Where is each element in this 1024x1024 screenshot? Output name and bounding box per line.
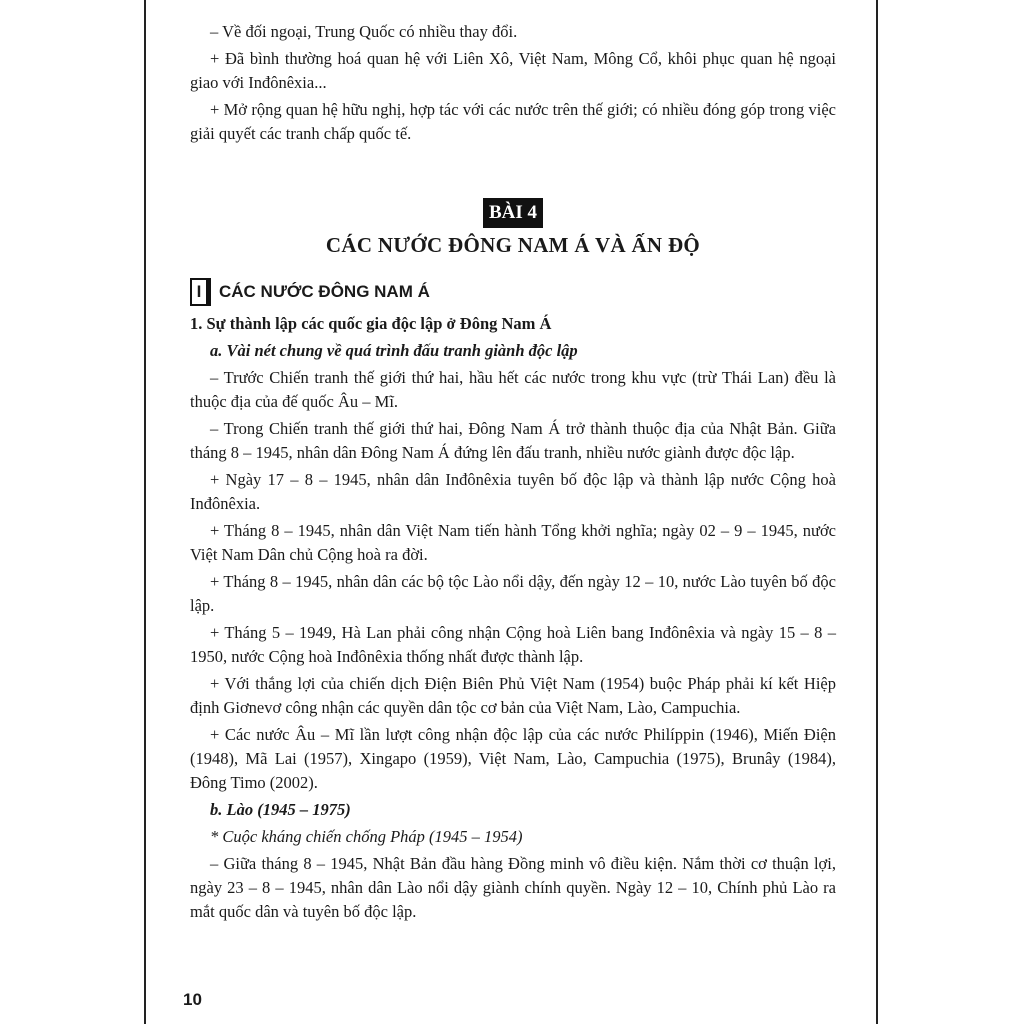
lesson-tag: BÀI 4 [483,198,543,228]
intro-paragraph: – Về đối ngoại, Trung Quốc có nhiều thay đổi. [210,22,518,41]
intro-paragraph: + Đã bình thường hoá quan hệ với Liên Xô, Việt Nam, Mông Cổ, khôi phục quan hệ ngoại giao với Inđônêxia... [190,49,836,92]
subheading-b-sub: * Cuộc kháng chiến chống Pháp (1945 – 1954) [210,827,523,846]
subheading-b: b. Lào (1945 – 1975) [210,800,351,819]
intro-paragraph: + Mở rộng quan hệ hữu nghị, hợp tác với các nước trên thế giới; có nhiều đóng góp trong việc giải quyết các tranh chấp quốc tế. [190,100,836,143]
lesson-title: CÁC NƯỚC ĐÔNG NAM Á VÀ ẤN ĐỘ [325,233,701,257]
body-paragraph: – Giữa tháng 8 – 1945, Nhật Bản đầu hàng Đồng minh vô điều kiện. Nắm thời cơ thuận lợi, ngày 23 – 8 – 1945, nhân dân Lào nổi dậy giành chính quyền. Ngày 12 – 10, Chính phủ Lào ra mắt quốc dân và tuyên bố độc lập. [190,854,836,921]
page-content [190,20,836,927]
section-heading [190,278,836,306]
section-title: CÁC NƯỚC ĐÔNG NAM Á [219,282,430,301]
body-paragraph: + Với thắng lợi của chiến dịch Điện Biên Phủ Việt Nam (1954) buộc Pháp phải kí kết Hiệp định Giơnevơ công nhận các quyền dân tộc cơ bản của Việt Nam, Lào, Campuchia. [190,674,836,717]
body-paragraph: + Tháng 8 – 1945, nhân dân các bộ tộc Lào nổi dậy, đến ngày 12 – 10, nước Lào tuyên bố độc lập. [190,572,836,615]
body-paragraph: – Trong Chiến tranh thế giới thứ hai, Đông Nam Á trở thành thuộc địa của Nhật Bản. Giữa tháng 8 – 1945, nhân dân Đông Nam Á đứng lên đấu tranh, nhiều nước giành được độc lập. [190,419,836,462]
page-number: 10 [183,990,202,1009]
lesson-header [190,198,836,228]
body-paragraph: + Ngày 17 – 8 – 1945, nhân dân Inđônêxia tuyên bố độc lập và thành lập nước Cộng hoà Inđônêxia. [190,470,836,513]
body-paragraph: + Các nước Âu – Mĩ lần lượt công nhận độc lập của các nước Philíppin (1946), Miến Điện (1948), Mã Lai (1957), Xingapo (1959), Việt Nam, Lào, Campuchia (1975), Brunây (1984), Đông Timo (2002). [190,725,836,792]
subheading-1: 1. Sự thành lập các quốc gia độc lập ở Đông Nam Á [190,314,552,333]
subheading-a: a. Vài nét chung về quá trình đấu tranh giành độc lập [210,341,578,360]
body-paragraph: + Tháng 5 – 1949, Hà Lan phải công nhận Cộng hoà Liên bang Inđônêxia và ngày 15 – 8 – 1950, nước Cộng hoà Inđônêxia thống nhất được thành lập. [190,623,836,666]
section-numeral: I [190,278,211,306]
body-paragraph: + Tháng 8 – 1945, nhân dân Việt Nam tiến hành Tổng khởi nghĩa; ngày 02 – 9 – 1945, nước Việt Nam Dân chủ Cộng hoà ra đời. [190,521,836,564]
body-paragraph: – Trước Chiến tranh thế giới thứ hai, hầu hết các nước trong khu vực (trừ Thái Lan) đều là thuộc địa của đế quốc Âu – Mĩ. [190,368,836,411]
